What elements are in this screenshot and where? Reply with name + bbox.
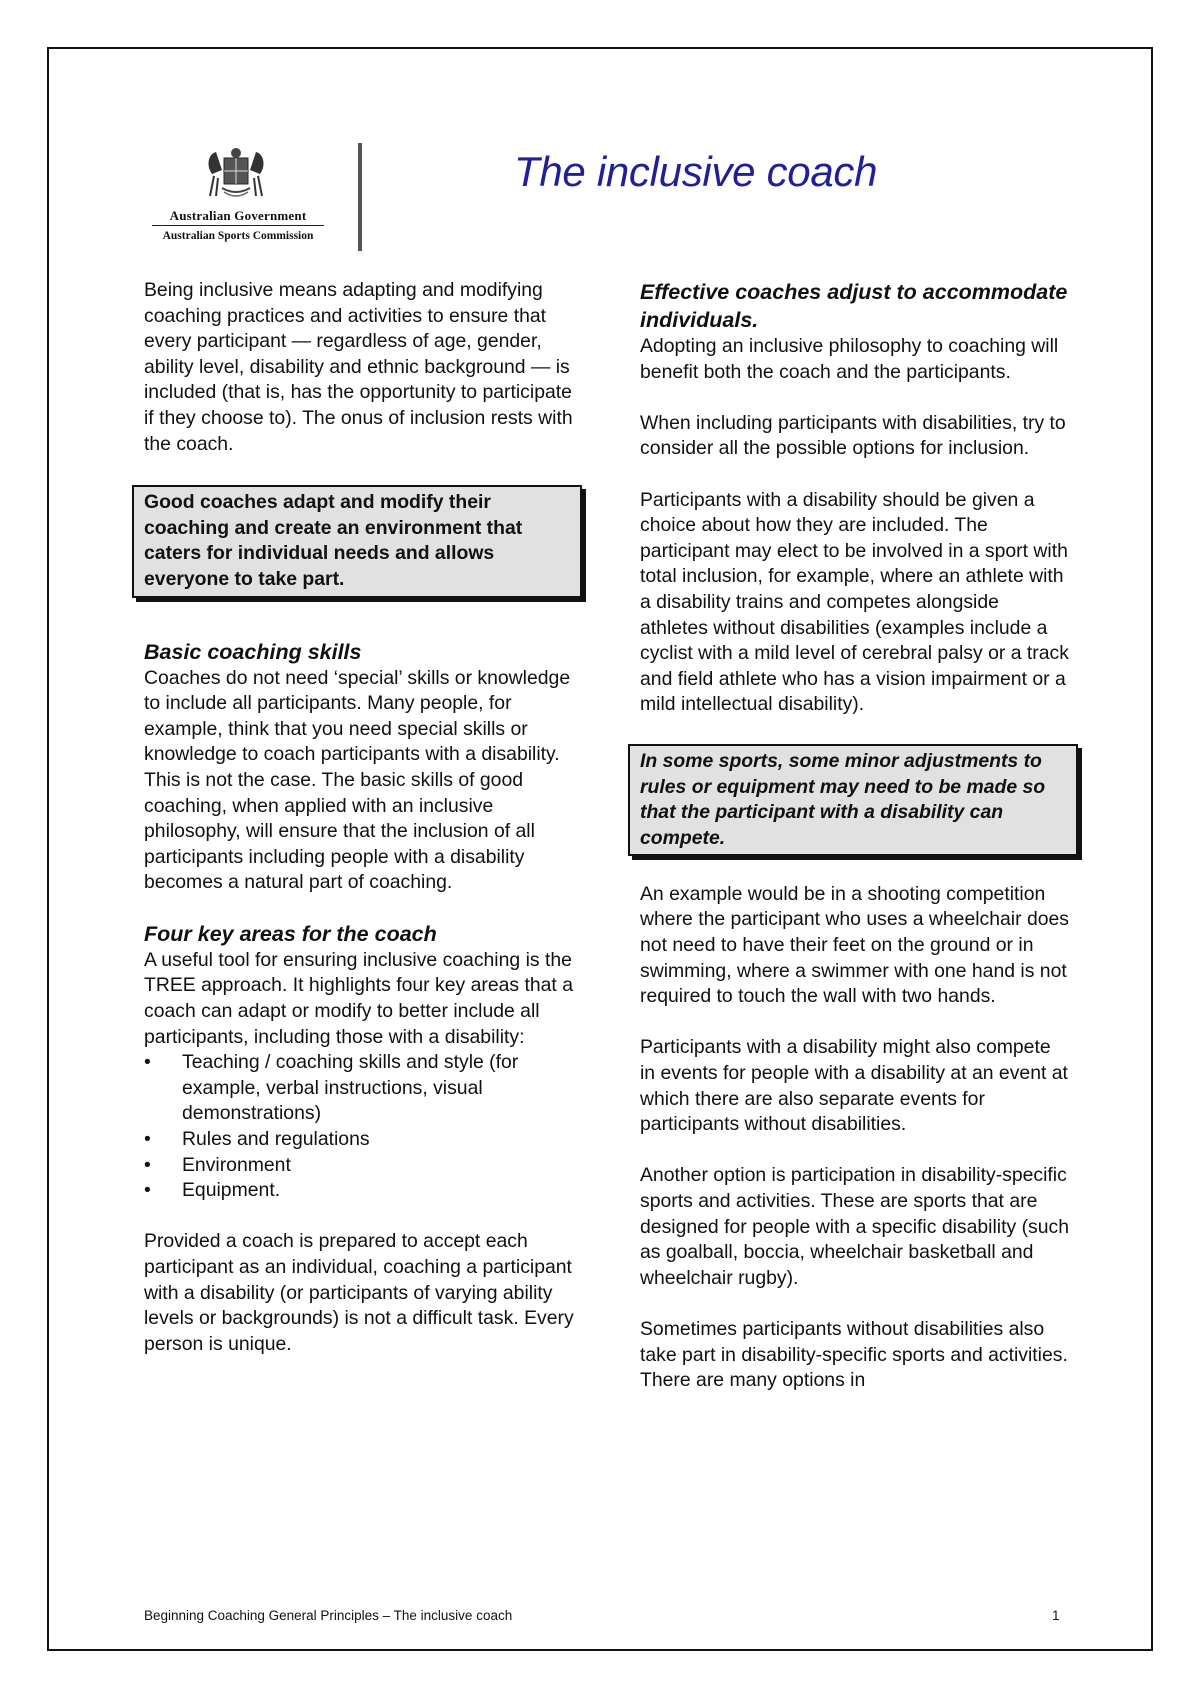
list-item: • Environment — [144, 1153, 574, 1179]
footer-text: Beginning Coaching General Principles – The inclusive coach — [144, 1608, 513, 1623]
closing-paragraph: Provided a coach is prepared to accept each participant as an individual, coaching a participant with a disability (or participants of varying ability levels or backgrounds) is not a difficult task. Every person is unique. — [144, 1230, 574, 1355]
basic-coaching-skills-paragraph: Coaches do not need ‘special’ skills or knowledge to include all participants. Many people, for example, think that you need special skills or knowledge to coach participants with a disability. This is not the case. The basic skills of good coaching, when applied with an inclusive philosophy, will ensure that the inclusion of all participants including people with a disability becomes a natural part of coaching. — [144, 666, 571, 894]
paragraph-inclusive-philosophy: Adopting an inclusive philosophy to coaching will benefit both the coach and the participants. — [640, 335, 1059, 383]
four-key-areas-paragraph: A useful tool for ensuring inclusive coaching is the TREE approach. It highlights four key areas that a coach can adapt or modify to better include all participants, including those with a disability: — [144, 948, 573, 1048]
list-item: • Equipment. — [144, 1178, 574, 1204]
callout-box-minor-adjustments: In some sports, some minor adjustments to rules or equipment may need to be made so that the participant with a disability can compete. — [628, 744, 1078, 856]
section-heading-effective-coaches: Effective coaches adjust to accommodate individuals. — [640, 280, 1068, 332]
paragraph-participants-without-disabilities: Sometimes participants without disabilities also take part in disability-specific sports and activities. There are many options in — [640, 1317, 1068, 1392]
section-heading-four-key-areas: Four key areas for the coach — [144, 921, 437, 946]
page-title: The inclusive coach — [514, 148, 878, 195]
logo-line-government: Australian Government — [169, 208, 307, 223]
list-item: • Teaching / coaching skills and style (for example, verbal instructions, visual demonstrations) — [144, 1050, 574, 1127]
page-number: 1 — [1052, 1608, 1060, 1623]
tree-bullet-list — [144, 1050, 574, 1204]
right-column — [640, 278, 1070, 1394]
section-heading-basic-coaching-skills: Basic coaching skills — [144, 639, 362, 664]
paragraph-separate-events: Participants with a disability might also compete in events for people with a disability at an event at which there are also separate events for participants without disabilities. — [640, 1036, 1068, 1136]
intro-paragraph: Being inclusive means adapting and modifying coaching practices and activities to ensure that every participant — regardless of age, gender, ability level, disability and ethnic background — is included (that is, has the opportunity to participate if they choose to). The onus of inclusion rests with the coach. — [144, 279, 573, 455]
paragraph-options-for-inclusion: When including participants with disabilities, try to consider all the possible options for inclusion. — [640, 411, 1066, 460]
coat-of-arms-icon — [194, 144, 278, 204]
government-logo — [142, 142, 328, 254]
paragraph-disability-specific-sports: Another option is participation in disability-specific sports and activities. These are sports that are designed for people with a specific disability (such as goalball, boccia, wheelchair basketball and wheelchair rugby). — [640, 1164, 1069, 1289]
list-item: • Rules and regulations — [144, 1127, 574, 1153]
logo-rule — [152, 225, 324, 226]
left-column — [144, 278, 574, 1357]
header-divider — [358, 143, 362, 251]
paragraph-shooting-example: An example would be in a shooting competition where the participant who uses a wheelchair does not need to have their feet on the ground or in swimming, where a swimmer with one hand is not required to touch the wall with two hands. — [640, 882, 1069, 1008]
callout-box-good-coaches: Good coaches adapt and modify their coaching and create an environment that caters for individual needs and allows everyone to take part. — [132, 485, 582, 597]
logo-line-commission: Australian Sports Commission — [162, 230, 314, 242]
paragraph-choice-of-inclusion: Participants with a disability should be given a choice about how they are included. The participant may elect to be involved in a sport with total inclusion, for example, where an athlete with a disability trains and competes alongside athletes without disabilities (examples include a cyclist with a mild level of cerebral palsy or a track and field athlete who has a vision impairment or a mild intellectual disability). — [640, 488, 1069, 716]
